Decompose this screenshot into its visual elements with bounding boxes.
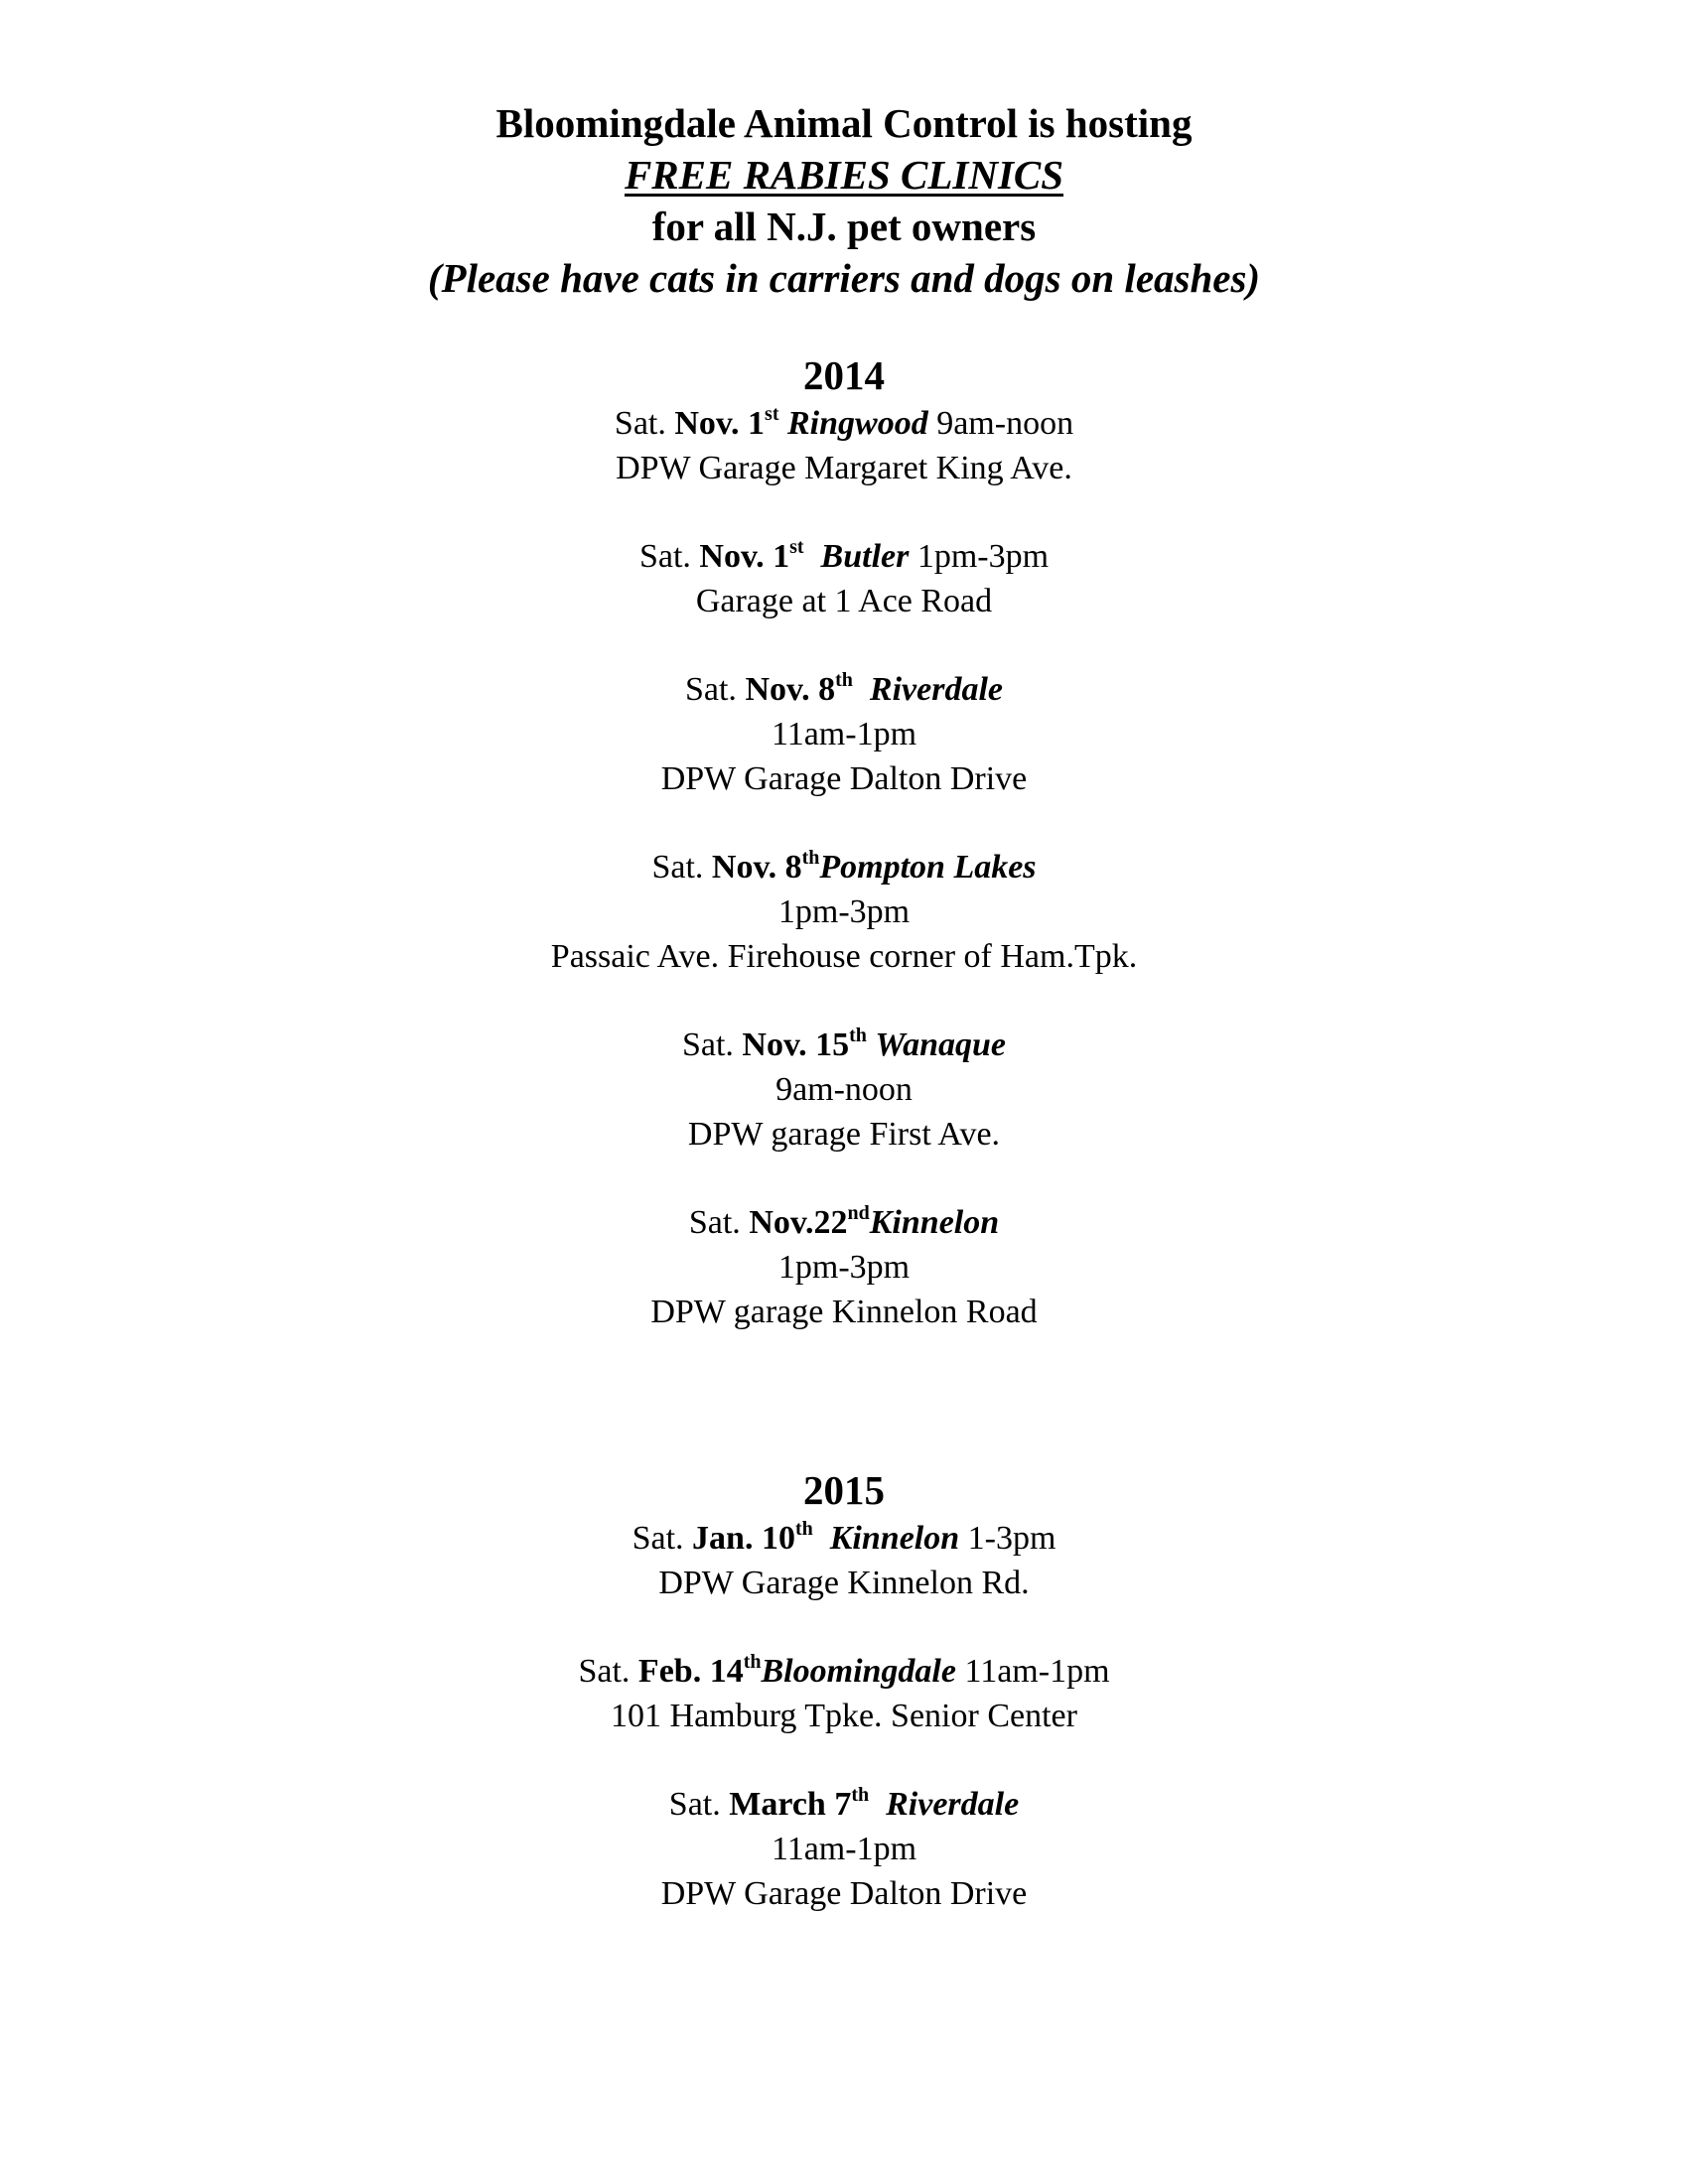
event-town: Pompton Lakes: [819, 849, 1037, 886]
event-time: 1pm-3pm: [777, 893, 911, 930]
event-town: Kinnelon: [869, 1204, 1000, 1241]
event-date-line: Sat. Nov. 15th Wanaque: [681, 1024, 1007, 1063]
event-2014-riverdale: [0, 667, 1688, 801]
event-date-line: Sat. Nov. 1st Butler 1pm-3pm: [638, 536, 1050, 575]
event-location: DPW Garage Dalton Drive: [660, 1875, 1028, 1912]
event-2015-bloomingdale: [0, 1649, 1688, 1738]
header-instructions: (Please have cats in carriers and dogs on leashes): [427, 255, 1261, 301]
event-time: 1pm-3pm: [777, 1249, 911, 1286]
flyer-header: [0, 97, 1688, 304]
event-date-line: Sat. March 7th Riverdale: [668, 1784, 1020, 1823]
event-2014-pompton-lakes: [0, 845, 1688, 979]
event-date-line: Sat. Nov. 8thPompton Lakes: [651, 847, 1037, 886]
event-time: 11am-1pm: [964, 1653, 1110, 1690]
event-town: Bloomingdale: [761, 1653, 956, 1690]
event-time: 9am-noon: [936, 405, 1074, 442]
event-location: DPW Garage Kinnelon Rd.: [658, 1565, 1030, 1601]
header-audience: for all N.J. pet owners: [651, 204, 1037, 249]
event-time: 11am-1pm: [771, 1831, 917, 1867]
event-date-line: Sat. Nov. 1st Ringwood 9am-noon: [614, 403, 1074, 442]
event-location: Garage at 1 Ace Road: [695, 583, 993, 619]
event-time: 1pm-3pm: [916, 538, 1050, 575]
event-date-line: Sat. Jan. 10th Kinnelon 1-3pm: [632, 1518, 1056, 1557]
event-time: 11am-1pm: [771, 716, 917, 752]
event-town: Butler: [820, 538, 910, 575]
event-town: Riverdale: [886, 1786, 1020, 1823]
event-location: 101 Hamburg Tpke. Senior Center: [611, 1698, 1077, 1734]
event-2014-ringwood: [0, 401, 1688, 490]
event-location: Passaic Ave. Firehouse corner of Ham.Tpk.: [550, 938, 1138, 975]
year-heading-2015: 2015: [803, 1467, 885, 1513]
event-2014-butler: [0, 534, 1688, 623]
event-date-line: Sat. Feb. 14thBloomingdale 11am-1pm: [578, 1651, 1110, 1690]
event-time: 1-3pm: [967, 1520, 1056, 1557]
year-heading-2014: 2014: [803, 352, 885, 398]
event-town: Riverdale: [869, 671, 1003, 708]
event-town: Kinnelon: [829, 1520, 960, 1557]
event-2015-riverdale: [0, 1782, 1688, 1916]
event-town: Wanaque: [875, 1026, 1007, 1063]
header-title: Bloomingdale Animal Control is hosting: [495, 100, 1193, 146]
event-town: Ringwood: [787, 405, 928, 442]
event-location: DPW garage Kinnelon Road: [650, 1294, 1038, 1330]
event-location: DPW garage First Ave.: [687, 1116, 1001, 1153]
header-clinics-title: FREE RABIES CLINICS: [624, 152, 1064, 198]
event-2014-kinnelon: [0, 1200, 1688, 1334]
event-2014-wanaque: [0, 1023, 1688, 1157]
event-time: 9am-noon: [775, 1071, 913, 1108]
event-location: DPW Garage Dalton Drive: [660, 760, 1028, 797]
event-2015-kinnelon: [0, 1516, 1688, 1605]
event-date-line: Sat. Nov. 8th Riverdale: [684, 669, 1003, 708]
event-date-line: Sat. Nov.22ndKinnelon: [688, 1202, 1000, 1241]
event-location: DPW Garage Margaret King Ave.: [616, 450, 1072, 486]
